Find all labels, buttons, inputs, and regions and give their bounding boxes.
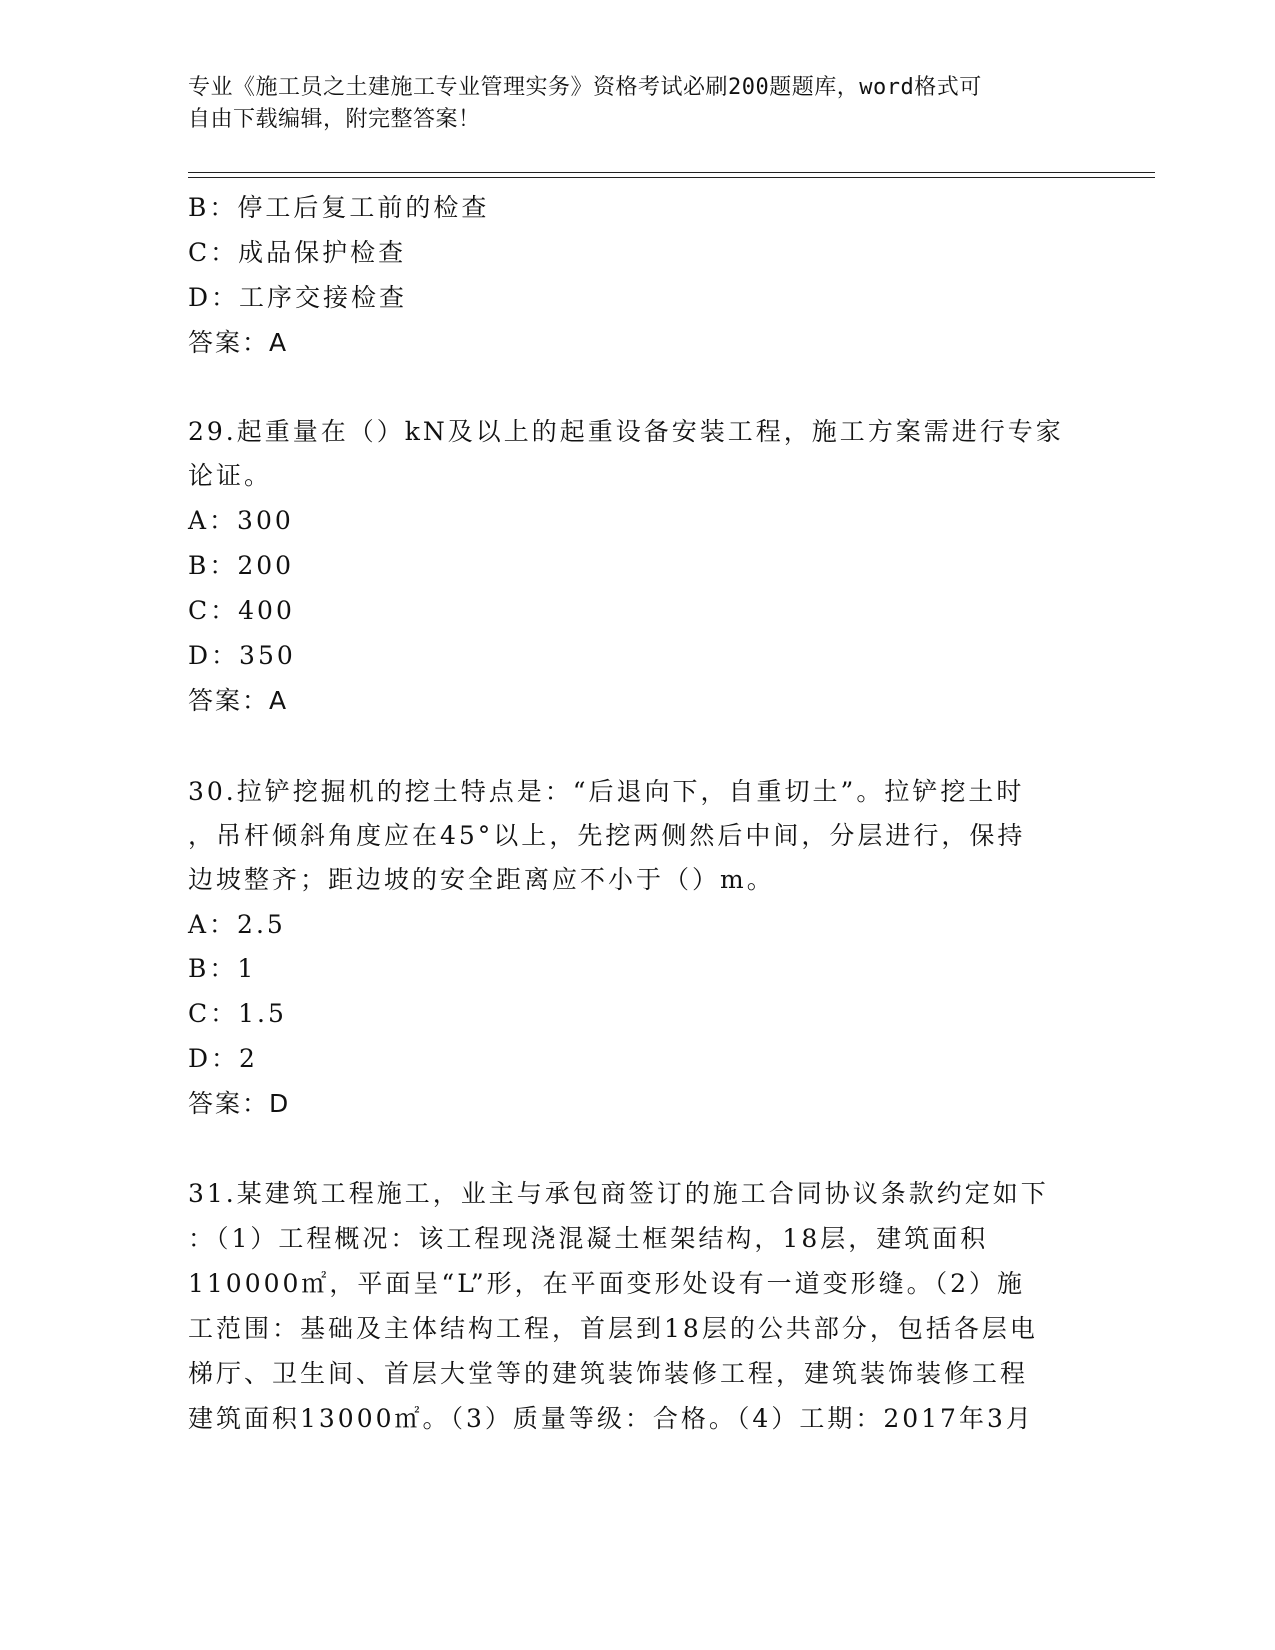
q30-stem-line-2: ，吊杆倾斜角度应在45°以上，先挖两侧然后中间，分层进行，保持 — [188, 821, 1026, 850]
q29-stem-line-1: 29.起重量在（）kN及以上的起重设备安装工程，施工方案需进行专家 — [188, 417, 1064, 446]
q28-option-c: C：成品保护检查 — [188, 238, 407, 267]
q28-option-b: B：停工后复工前的检查 — [188, 193, 490, 222]
header-rule-top — [188, 172, 1155, 173]
q29-option-a: A：300 — [188, 506, 294, 535]
q28-answer: 答案：A — [188, 328, 289, 357]
q29-option-b: B：200 — [188, 551, 295, 580]
q30-option-c: C：1.5 — [188, 999, 287, 1028]
q31-stem-line-2: ：（1）工程概况：该工程现浇混凝土框架结构，18层，建筑面积 — [188, 1224, 989, 1253]
q30-stem-line-1: 30.拉铲挖掘机的挖土特点是：“后退向下，自重切土”。拉铲挖土时 — [188, 777, 1025, 806]
q31-stem-line-5: 梯厅、卫生间、首层大堂等的建筑装饰装修工程，建筑装饰装修工程 — [188, 1359, 1029, 1388]
q28-option-d: D：工序交接检查 — [188, 283, 408, 312]
q30-answer: 答案：D — [188, 1089, 291, 1118]
header-rule-bottom — [188, 177, 1155, 178]
q31-stem-line-6: 建筑面积13000㎡。（3）质量等级：合格。（4）工期：2017年3月 — [188, 1404, 1034, 1433]
q29-answer: 答案：A — [188, 686, 289, 715]
q29-option-d: D：350 — [188, 641, 296, 670]
q30-option-b: B：1 — [188, 954, 257, 983]
q31-stem-line-4: 工范围：基础及主体结构工程，首层到18层的公共部分，包括各层电 — [188, 1314, 1038, 1343]
q31-stem-line-1: 31.某建筑工程施工，业主与承包商签订的施工合同协议条款约定如下 — [188, 1179, 1049, 1208]
header-text-line-1: 专业《施工员之土建施工专业管理实务》资格考试必刷200题题库，word格式可 — [188, 75, 982, 100]
q31-stem-line-3: 110000㎡，平面呈“L”形，在平面变形处设有一道变形缝。（2）施 — [188, 1269, 1026, 1298]
q29-option-c: C：400 — [188, 596, 295, 625]
header-text-line-2: 自由下载编辑，附完整答案！ — [188, 107, 481, 132]
q29-stem-line-2: 论证。 — [188, 461, 273, 490]
q30-option-a: A：2.5 — [188, 910, 286, 939]
q30-stem-line-3: 边坡整齐；距边坡的安全距离应不小于（）m。 — [188, 865, 775, 894]
q30-option-d: D：2 — [188, 1044, 258, 1073]
